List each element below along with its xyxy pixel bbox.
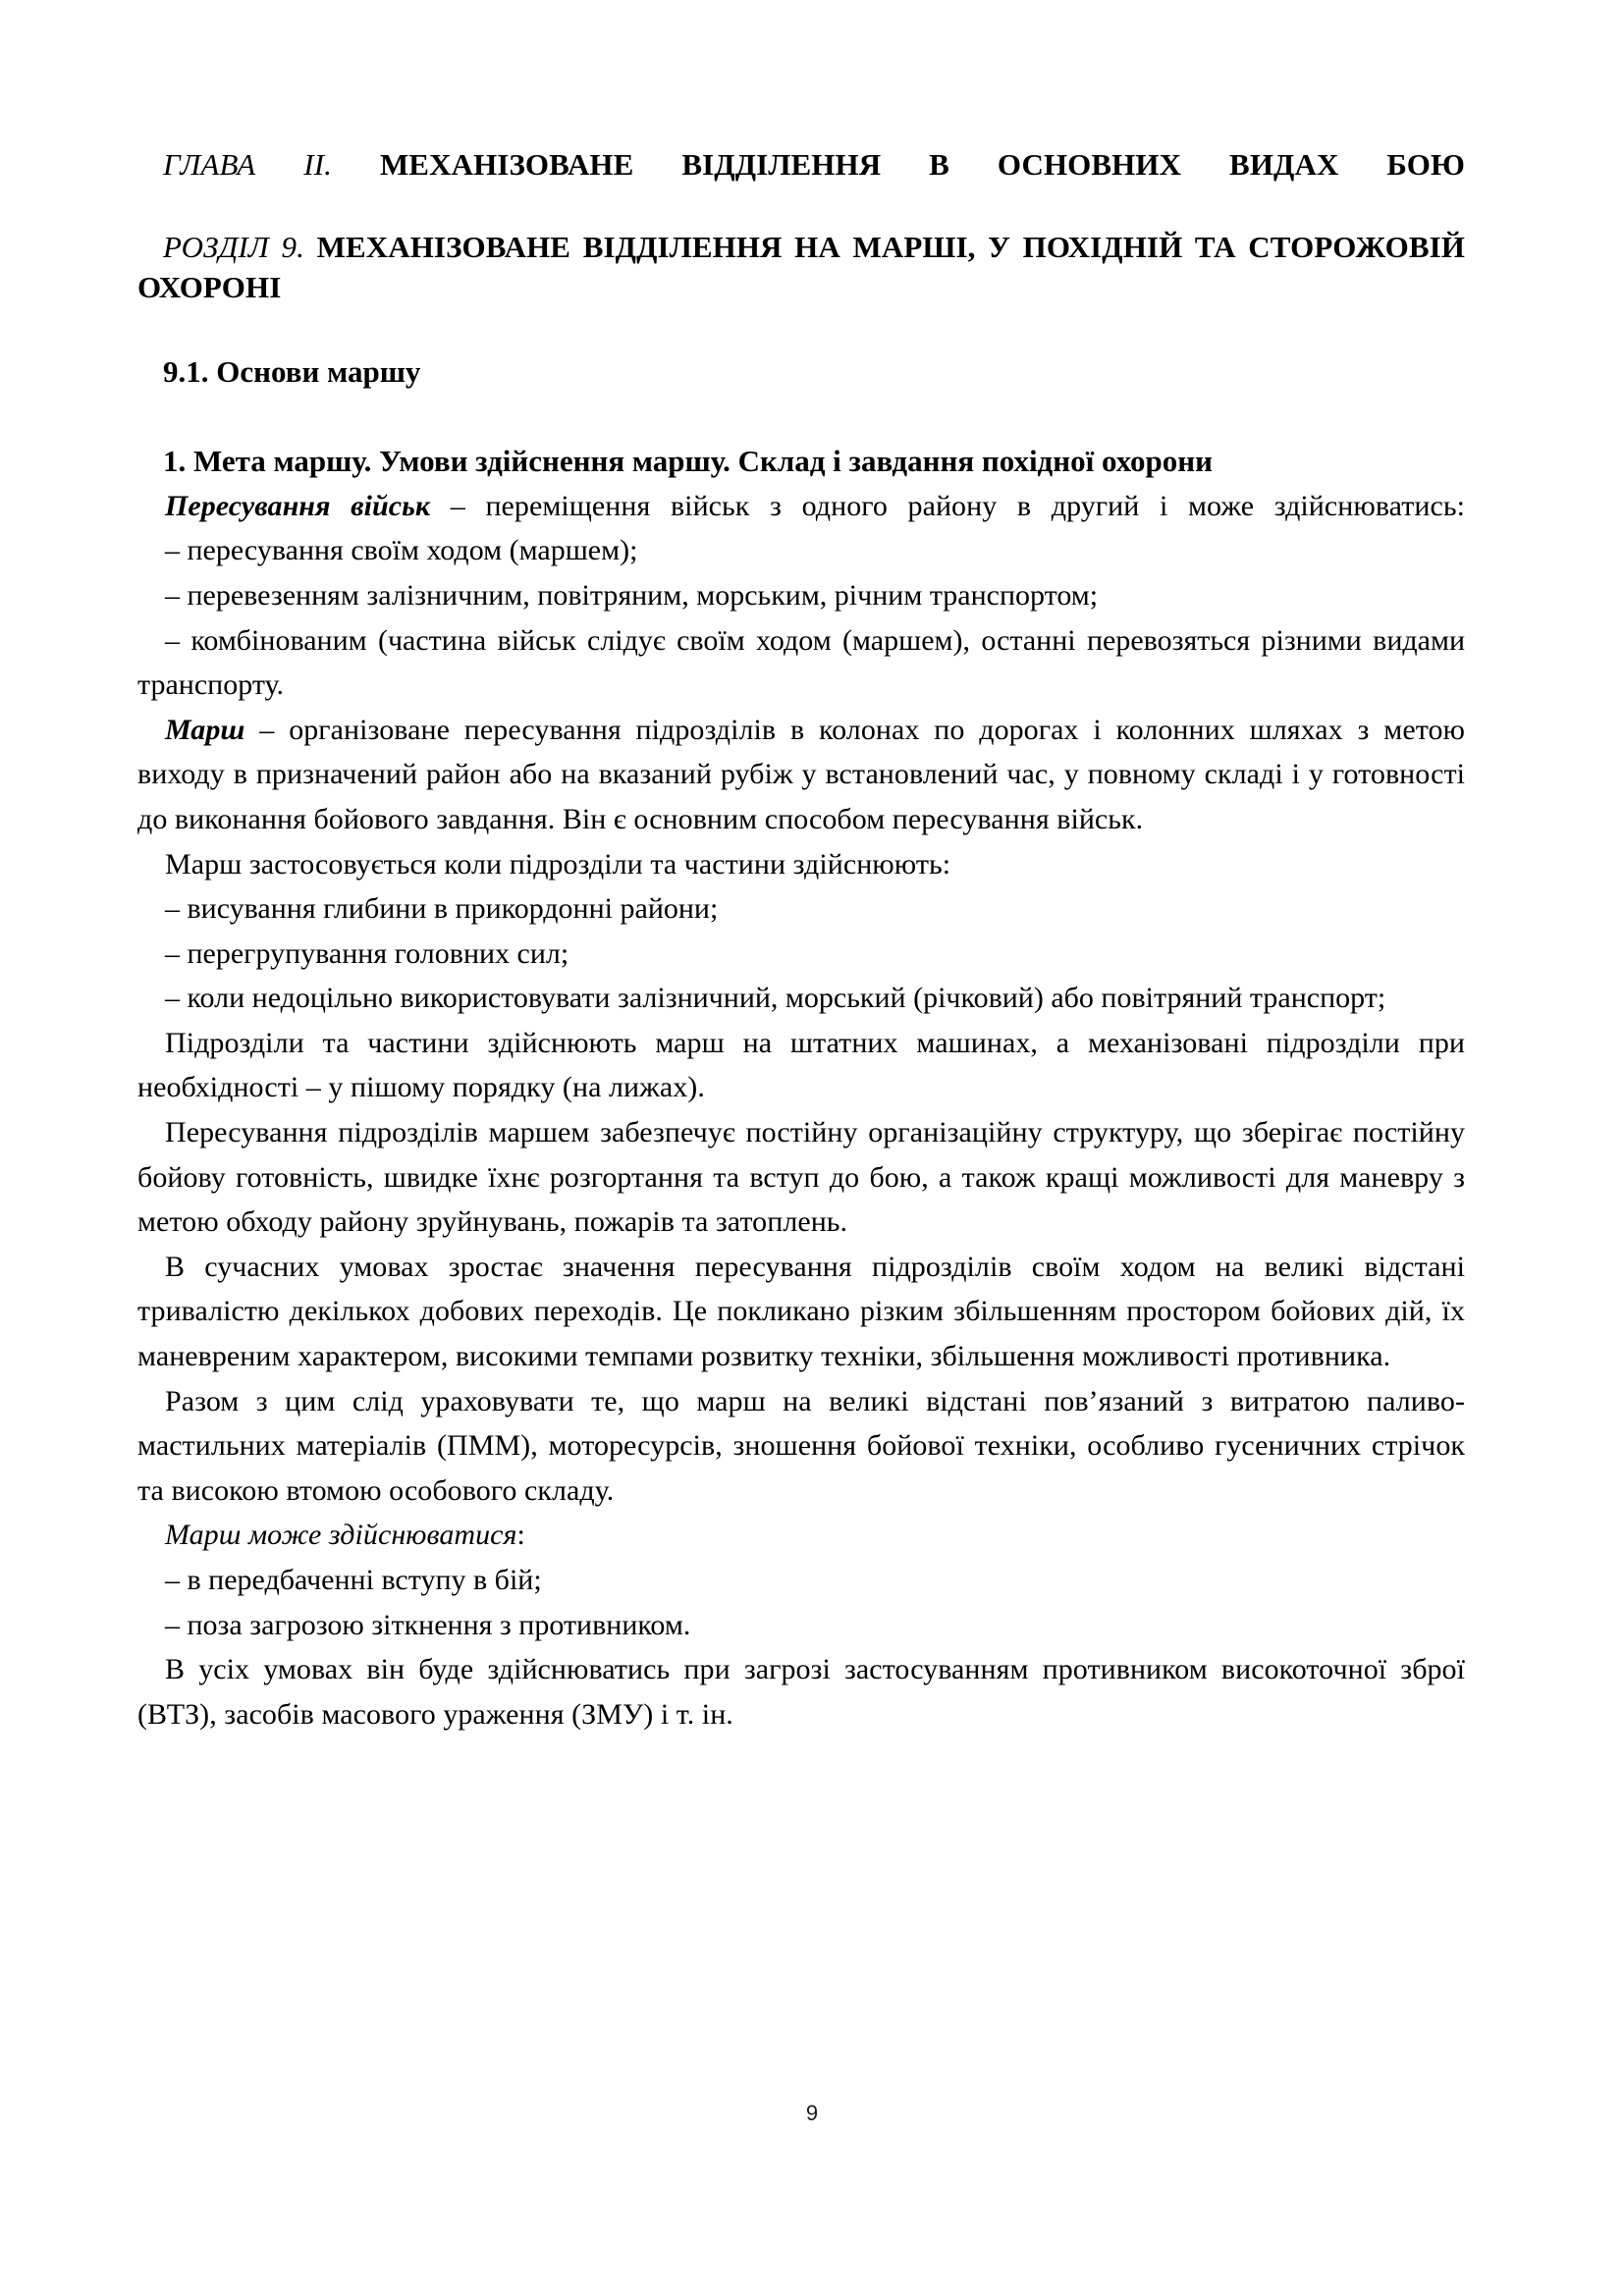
list-item-dash-3: – комбінованим (частина військ слідує своїм ходом (маршем), останні перевозяться різними видами транспорту.	[137, 623, 1465, 702]
list-item-dash-6: – коли недоцільно використовувати залізничний, морський (річковий) або повітряний транспорт;	[165, 982, 1386, 1015]
page-content	[137, 137, 1465, 1736]
term-marsh: Марш	[165, 713, 245, 746]
list-item-dash-7: – в передбаченні вступу в бій;	[165, 1564, 542, 1597]
paragraph-text: – організоване пересування підрозділів в колонах по дорогах і колонних шляхах з метою виходу в призначений район або на вказаний рубіж у встановлений час, у повному складі і у готовності до виконання бойового завдання. Він є основним способом пересування військ.	[137, 713, 1465, 835]
list-item-dash-5: – перегрупування головних сил;	[165, 936, 569, 970]
page-number: 9	[805, 2101, 819, 2125]
paragraph-razom-z-tsym: Разом з цим слід ураховувати те, що марш на великі відстані пов’язаний з витратою паливо-мастильних матеріалів (ПММ), моторесурсів, зношення бойової техніки, особливо гусеничних стрічок та високою втомою особового складу.	[137, 1384, 1465, 1507]
section-heading	[137, 228, 1465, 307]
chapter-label: ГЛАВА II.	[163, 147, 332, 182]
term-peresuvannia-viisk: Пересування військ	[165, 489, 431, 522]
section-title: МЕХАНІЗОВАНЕ ВІДДІЛЕННЯ НА МАРШІ, У ПОХІДНІЙ ТА СТОРОЖОВІЙ ОХОРОНІ	[137, 230, 1465, 304]
paragraph-v-suchasnykh-umovakh: В сучасних умовах зростає значення пересування підрозділів своїм ходом на великі відстані тривалістю декількох добових переходів. Це покликано різким збільшенням простором бойових дій, їх маневреним характером, високими темпами розвитку техніки, збільшення можливості противника.	[137, 1250, 1465, 1373]
list-item-dash-8: – поза загрозою зіткнення з противником.	[165, 1608, 691, 1641]
section-label: РОЗДІЛ 9.	[163, 230, 304, 265]
subsection-heading: 9.1. Основи маршу	[163, 353, 421, 389]
paragraph-peresuvannia-viisk	[137, 484, 1465, 529]
paragraph-pidrozdily: Підрозділи та частини здійснюють марш на штатних машинах, а механізовані підрозділи при необхідності – у пішому порядку (на лижах).	[137, 1026, 1465, 1104]
paragraph-text: – переміщення військ з одного району в другий і може здійснюватись:	[430, 489, 1465, 522]
list-item-dash-1: – пересування своїм ходом (маршем);	[165, 534, 638, 567]
paragraph-text: :	[516, 1519, 525, 1552]
chapter-heading	[137, 145, 1465, 185]
paragraph-v-usikh-umovakh: В усіх умовах він буде здійснюватись при загрозі застосуванням противником високоточної зброї (ВТЗ), засобів масового ураження (ЗМУ) і т. ін.	[137, 1653, 1465, 1731]
list-item-dash-4: – висування глибини в прикордонні райони;	[165, 892, 719, 926]
paragraph-marsh-mozhe	[137, 1513, 1465, 1558]
term-marsh-mozhe: Марш може здійснюватися	[165, 1519, 517, 1552]
list-item-dash-2: – перевезенням залізничним, повітряним, морським, річним транспортом;	[165, 578, 1099, 612]
paragraph-peresuvannia-pidrozdiliv: Пересування підрозділів маршем забезпечує постійну організаційну структуру, що зберігає постійну бойову готовність, швидке їхнє розгортання та вступ до бою, а також кращі можливості для маневру з метою обходу району зруйнувань, пожарів та затоплень.	[137, 1116, 1465, 1239]
paragraph-marsh	[137, 708, 1465, 842]
chapter-title: МЕХАНІЗОВАНЕ ВІДДІЛЕННЯ В ОСНОВНИХ ВИДАХ БОЮ	[379, 147, 1465, 182]
paragraph-marsh-zastosovuietsia: Марш застосовується коли підрозділи та частини здійснюють:	[165, 847, 951, 881]
topic-heading: 1. Мета маршу. Умови здійснення маршу. Склад і завдання похідної охорони	[163, 443, 1213, 478]
